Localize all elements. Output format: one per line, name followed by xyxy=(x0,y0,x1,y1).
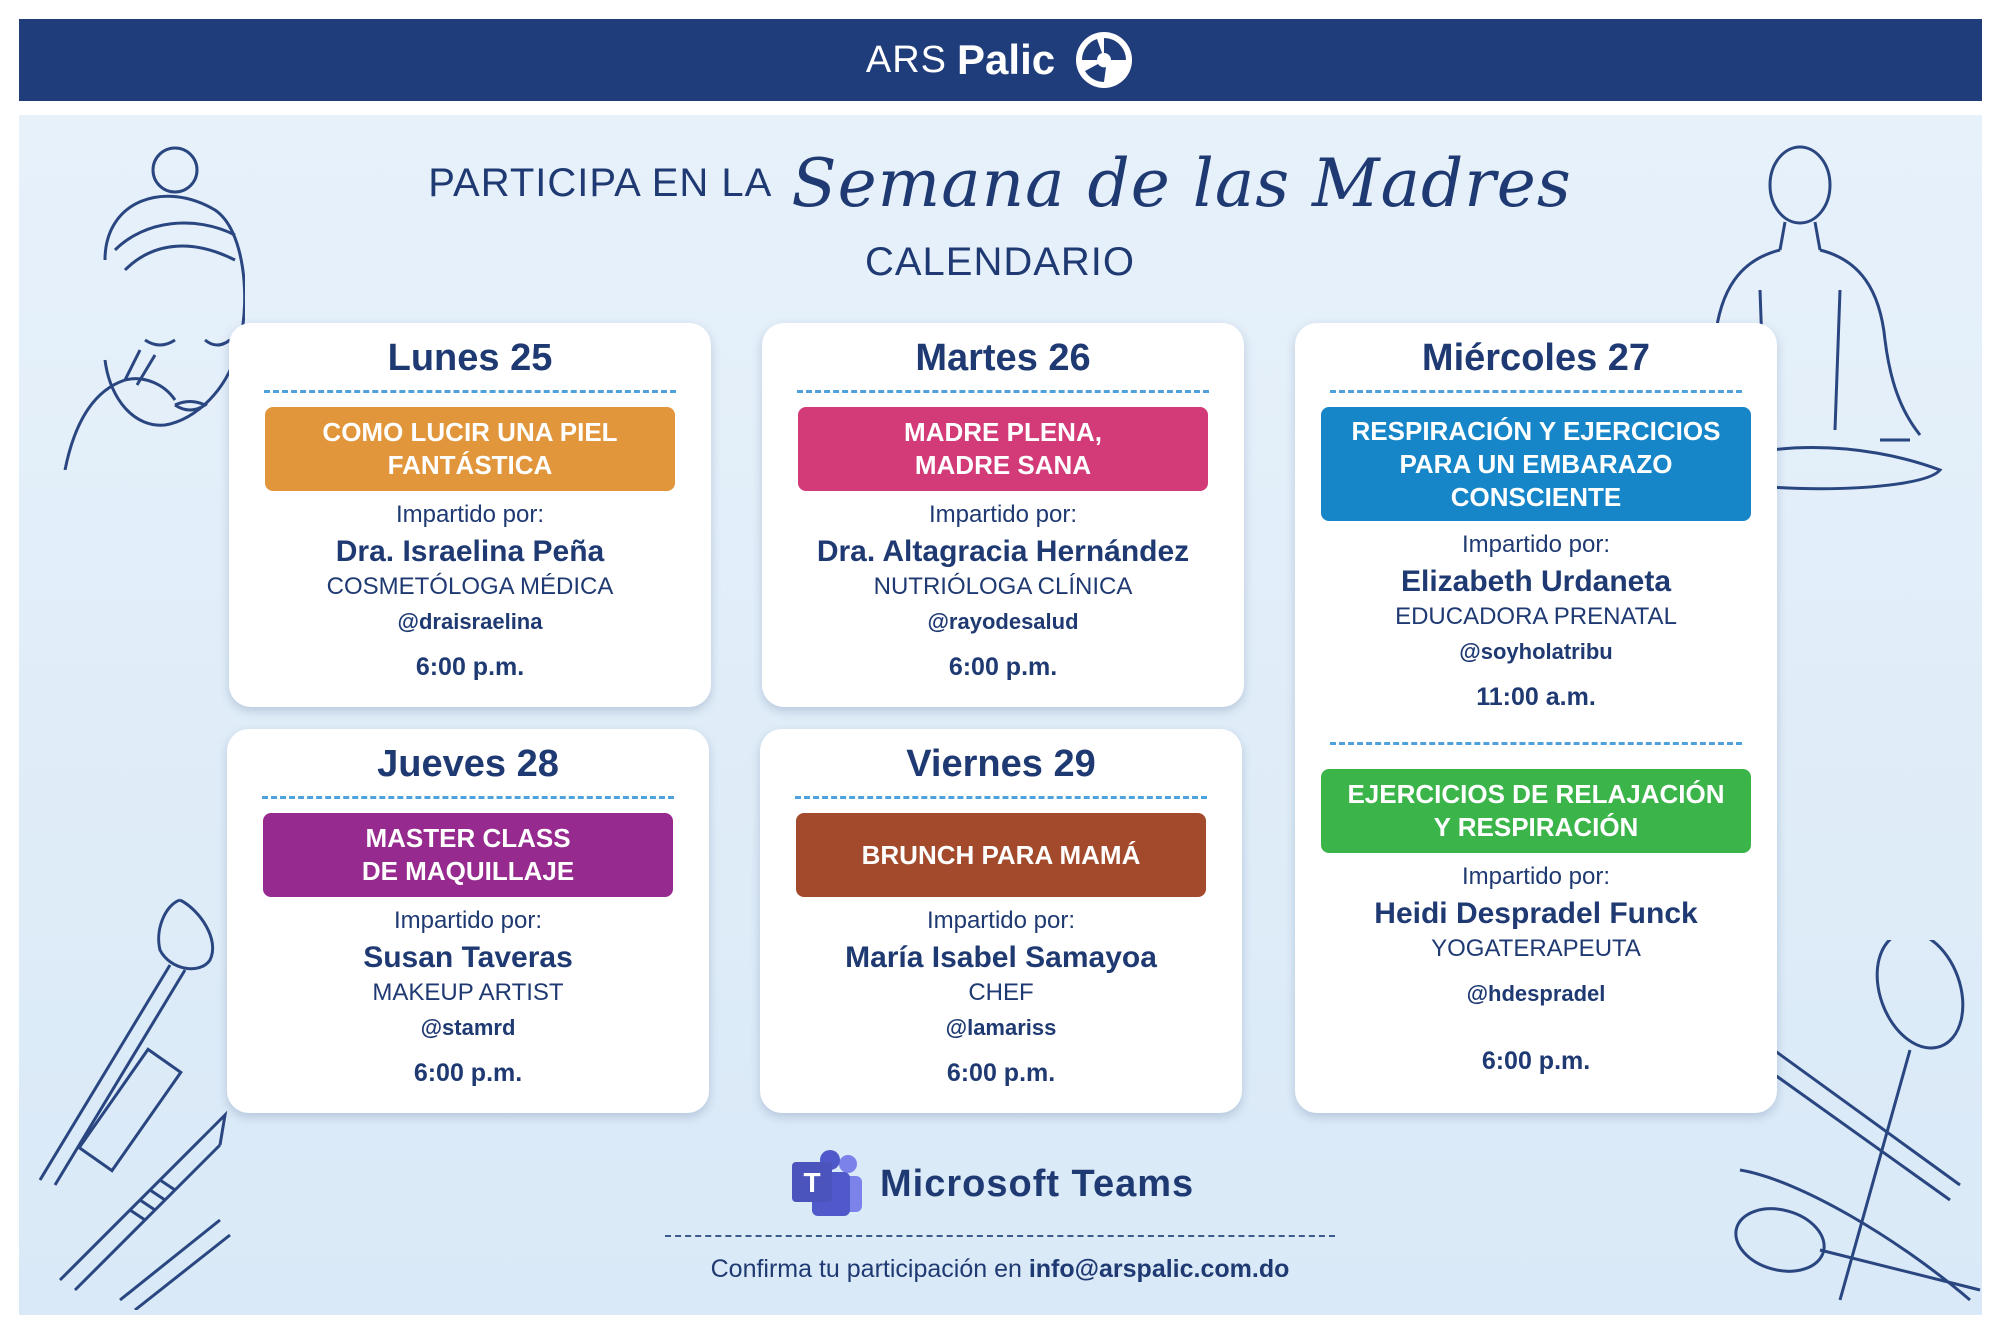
day-title: Viernes 29 xyxy=(906,743,1096,785)
session-time: 6:00 p.m. xyxy=(948,653,1058,681)
speaker-role: MAKEUP ARTIST xyxy=(372,979,564,1006)
teams-icon-letter: T xyxy=(803,1167,821,1198)
footer-confirm xyxy=(0,1255,2000,1284)
speaker-role: YOGATERAPEUTA xyxy=(1431,935,1641,962)
session-title-banner: COMO LUCIR UNA PIEL FANTÁSTICA xyxy=(265,407,675,491)
speaker-handle: @soyholatribu xyxy=(1459,639,1613,664)
card-viernes xyxy=(760,729,1242,1113)
session-title-banner: BRUNCH PARA MAMÁ xyxy=(796,813,1206,897)
impartido-label: Impartido por: xyxy=(395,501,545,528)
divider xyxy=(795,796,1207,799)
impartido-label: Impartido por: xyxy=(928,501,1078,528)
session-time: 6:00 p.m. xyxy=(946,1059,1056,1087)
speaker-role: NUTRIÓLOGA CLÍNICA xyxy=(873,573,1133,600)
microsoft-teams-icon xyxy=(790,1148,866,1220)
speaker-handle: @stamrd xyxy=(420,1015,516,1040)
session-title-banner: EJERCICIOS DE RELAJACIÓN Y RESPIRACIÓN xyxy=(1321,769,1751,853)
session-title-banner: MASTER CLASS DE MAQUILLAJE xyxy=(263,813,673,897)
session-time: 11:00 a.m. xyxy=(1476,683,1596,711)
footer-text: Confirma tu participación en xyxy=(710,1255,1029,1283)
brand-header xyxy=(19,19,1982,101)
page-headline xyxy=(0,145,2000,222)
card-lunes xyxy=(229,323,711,707)
card-miercoles xyxy=(1295,323,1777,1113)
card-jueves xyxy=(227,729,709,1113)
brand-ars: ARS xyxy=(865,38,948,81)
day-title: Jueves 28 xyxy=(377,743,559,785)
speaker-name: Dra. Altagracia Hernández xyxy=(816,535,1190,568)
headline-script: Semana de las Madres xyxy=(791,145,1572,222)
speaker-handle: @hdespradel xyxy=(1466,981,1606,1006)
speaker-name: Dra. Israelina Peña xyxy=(335,535,605,568)
session-title-banner: MADRE PLENA, MADRE SANA xyxy=(798,407,1208,491)
speaker-handle: @draisraelina xyxy=(397,609,543,634)
speaker-role: CHEF xyxy=(968,979,1034,1006)
makeup-tools-illustration-icon xyxy=(20,880,240,1310)
speaker-name: Elizabeth Urdaneta xyxy=(1400,565,1672,598)
speaker-role: COSMETÓLOGA MÉDICA xyxy=(326,573,614,600)
speaker-role: EDUCADORA PRENATAL xyxy=(1395,603,1677,630)
session-time: 6:00 p.m. xyxy=(413,1059,523,1087)
speaker-name: Heidi Despradel Funck xyxy=(1374,897,1698,930)
divider xyxy=(262,796,674,799)
day-title: Lunes 25 xyxy=(387,337,553,379)
session-time: 6:00 p.m. xyxy=(415,653,525,681)
page-subtitle: CALENDARIO xyxy=(864,240,1136,284)
speaker-handle: @rayodesalud xyxy=(927,609,1079,634)
impartido-label: Impartido por: xyxy=(1461,531,1611,558)
teams-label: Microsoft Teams xyxy=(880,1162,1195,1205)
divider xyxy=(797,390,1209,393)
teams-platform xyxy=(790,1148,1194,1220)
palic-logo-icon xyxy=(1073,29,1135,91)
day-title: Miércoles 27 xyxy=(1421,337,1651,379)
divider xyxy=(1330,390,1742,393)
speaker-name: María Isabel Samayoa xyxy=(845,941,1157,974)
footer-divider xyxy=(665,1235,1335,1237)
brand-palic: Palic xyxy=(957,36,1056,83)
speaker-handle: @lamariss xyxy=(945,1015,1057,1040)
impartido-label: Impartido por: xyxy=(926,907,1076,934)
speaker-name: Susan Taveras xyxy=(363,941,573,974)
headline-prefix: PARTICIPA EN LA xyxy=(428,161,773,205)
impartido-label: Impartido por: xyxy=(393,907,543,934)
divider xyxy=(1330,742,1742,745)
session-title-banner: RESPIRACIÓN Y EJERCICIOS PARA UN EMBARAZO CONSCIENTE xyxy=(1321,407,1751,521)
footer-email-link[interactable]: info@arspalic.com.do xyxy=(1028,1255,1290,1283)
impartido-label: Impartido por: xyxy=(1461,863,1611,890)
day-title: Martes 26 xyxy=(915,337,1091,379)
divider xyxy=(264,390,676,393)
card-martes xyxy=(762,323,1244,707)
session-time: 6:00 p.m. xyxy=(1481,1047,1591,1075)
